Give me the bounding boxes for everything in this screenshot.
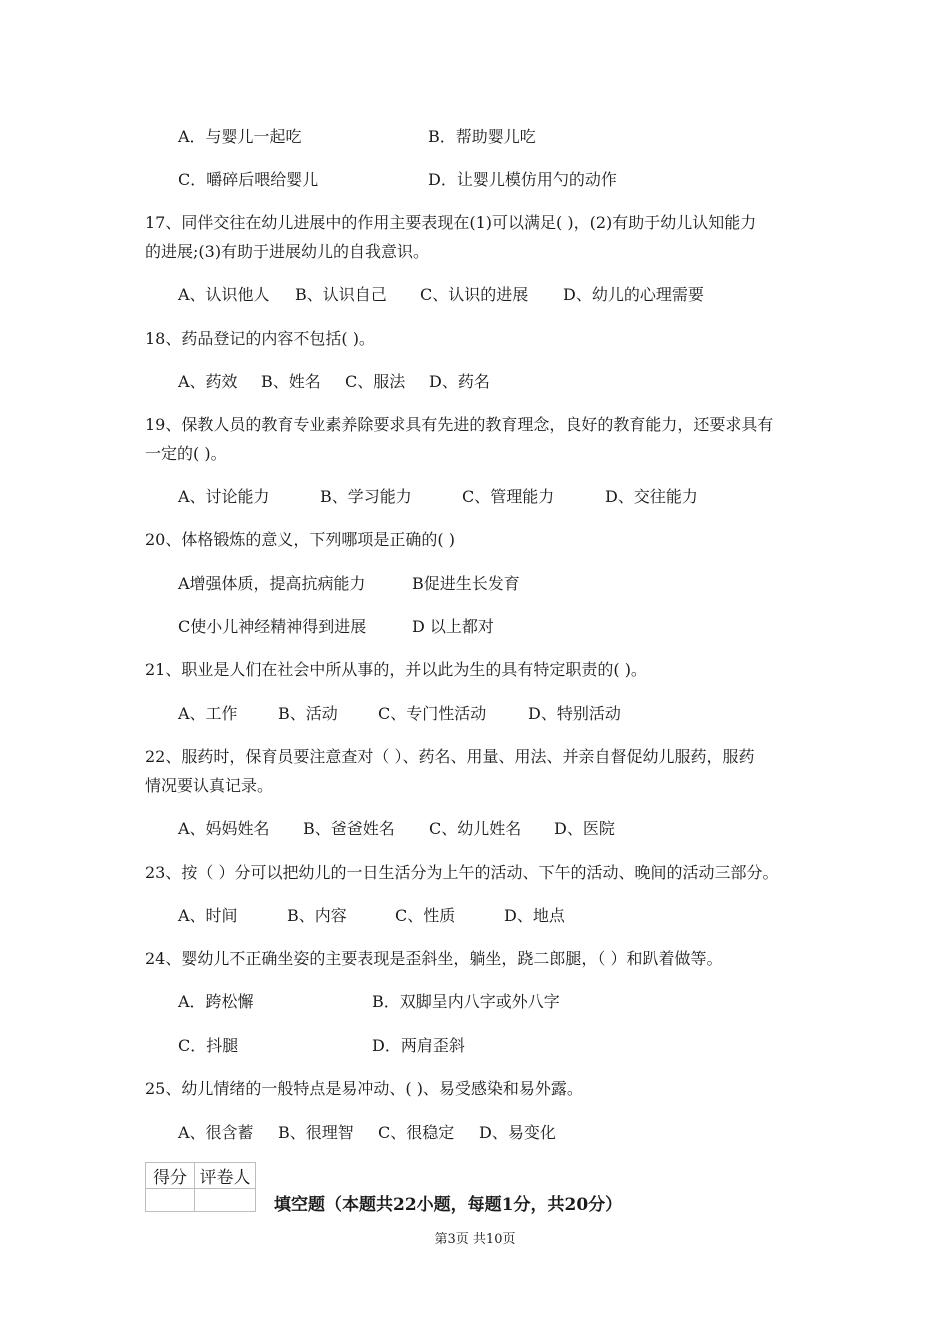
q18-option-b: B、姓名 xyxy=(261,372,321,391)
q24-option-c: C．抖腿 xyxy=(178,1036,239,1055)
q16-option-a: A．与婴儿一起吃 xyxy=(178,127,302,146)
q24-option-b: B．双脚呈内八字或外八字 xyxy=(372,992,560,1011)
q20-option-b: B促进生长发育 xyxy=(412,574,520,593)
q22-option-c: C、幼儿姓名 xyxy=(429,819,522,838)
q19-stem-line2: 一定的( )。 xyxy=(145,444,227,463)
q20-option-c: C使小儿神经精神得到进展 xyxy=(178,617,367,636)
q25-option-b: B、很理智 xyxy=(278,1123,354,1142)
q20-option-d: D 以上都对 xyxy=(412,617,494,636)
q22-stem-line1: 22、服药时，保育员要注意查对（ ）、药名、用量、用法、并亲自督促幼儿服药，服药 xyxy=(145,747,755,766)
q21-option-c: C、专门性活动 xyxy=(378,704,487,723)
grader-cell[interactable] xyxy=(195,1189,256,1212)
q17-option-d: D、幼儿的心理需要 xyxy=(563,285,704,304)
q20-option-a: A增强体质，提高抗病能力 xyxy=(178,574,366,593)
q25-option-d: D、易变化 xyxy=(479,1123,556,1142)
q24-option-a: A．跨松懈 xyxy=(178,992,254,1011)
q18-stem: 18、药品登记的内容不包括( )。 xyxy=(145,329,375,348)
q20-stem: 20、体格锻炼的意义，下列哪项是正确的( ) xyxy=(145,530,455,549)
q17-option-c: C、认识的进展 xyxy=(420,285,529,304)
q23-stem: 23、按（ ）分可以把幼儿的一日生活分为上午的活动、下午的活动、晚间的活动三部分。 xyxy=(145,863,779,882)
grader-header: 评卷人 xyxy=(195,1163,256,1189)
q22-option-d: D、医院 xyxy=(554,819,615,838)
score-table xyxy=(145,1162,256,1212)
q16-option-d: D．让婴儿模仿用勺的动作 xyxy=(428,170,617,189)
q25-option-c: C、很稳定 xyxy=(378,1123,455,1142)
q17-stem-line1: 17、同伴交往在幼儿进展中的作用主要表现在(1)可以满足( )，(2)有助于幼儿认知能力 xyxy=(145,213,757,232)
q24-option-d: D．两肩歪斜 xyxy=(372,1036,465,1055)
page-footer: 第3页 共10页 xyxy=(434,1232,516,1247)
q21-option-a: A、工作 xyxy=(178,704,238,723)
q21-option-d: D、特别活动 xyxy=(528,704,621,723)
q17-option-a: A、认识他人 xyxy=(178,285,270,304)
q19-option-c: C、管理能力 xyxy=(462,487,555,506)
q18-option-a: A、药效 xyxy=(178,372,238,391)
q23-option-c: C、性质 xyxy=(395,906,456,925)
q22-stem-line2: 情况要认真记录。 xyxy=(145,776,274,795)
score-cell[interactable] xyxy=(146,1189,195,1212)
q22-option-b: B、爸爸姓名 xyxy=(303,819,395,838)
q24-stem: 24、婴幼儿不正确坐姿的主要表现是歪斜坐，躺坐，跷二郎腿，（ ）和趴着做等。 xyxy=(145,949,723,968)
q18-option-d: D、药名 xyxy=(429,372,490,391)
q19-option-b: B、学习能力 xyxy=(320,487,412,506)
q19-option-d: D、交往能力 xyxy=(605,487,698,506)
q17-stem-line2: 的进展;(3)有助于进展幼儿的自我意识。 xyxy=(145,242,430,261)
q17-option-b: B、认识自己 xyxy=(295,285,387,304)
q16-option-b: B．帮助婴儿吃 xyxy=(428,127,536,146)
q23-option-d: D、地点 xyxy=(504,906,565,925)
q21-stem: 21、职业是人们在社会中所从事的，并以此为生的具有特定职责的( )。 xyxy=(145,660,647,679)
q19-option-a: A、讨论能力 xyxy=(178,487,270,506)
q25-option-a: A、很含蓄 xyxy=(178,1123,254,1142)
q22-option-a: A、妈妈姓名 xyxy=(178,819,270,838)
q19-stem-line1: 19、保教人员的教育专业素养除要求具有先进的教育理念，良好的教育能力，还要求具有 xyxy=(145,415,774,434)
q18-option-c: C、服法 xyxy=(345,372,406,391)
section-title: 填空题（本题共22小题，每题1分，共20分） xyxy=(274,1195,623,1215)
q16-option-c: C．嚼碎后喂给婴儿 xyxy=(178,170,319,189)
q21-option-b: B、活动 xyxy=(278,704,338,723)
q23-option-b: B、内容 xyxy=(287,906,347,925)
score-header: 得分 xyxy=(146,1163,195,1189)
q25-stem: 25、幼儿情绪的一般特点是易冲动、( )、易受感染和易外露。 xyxy=(145,1079,583,1098)
q23-option-a: A、时间 xyxy=(178,906,238,925)
